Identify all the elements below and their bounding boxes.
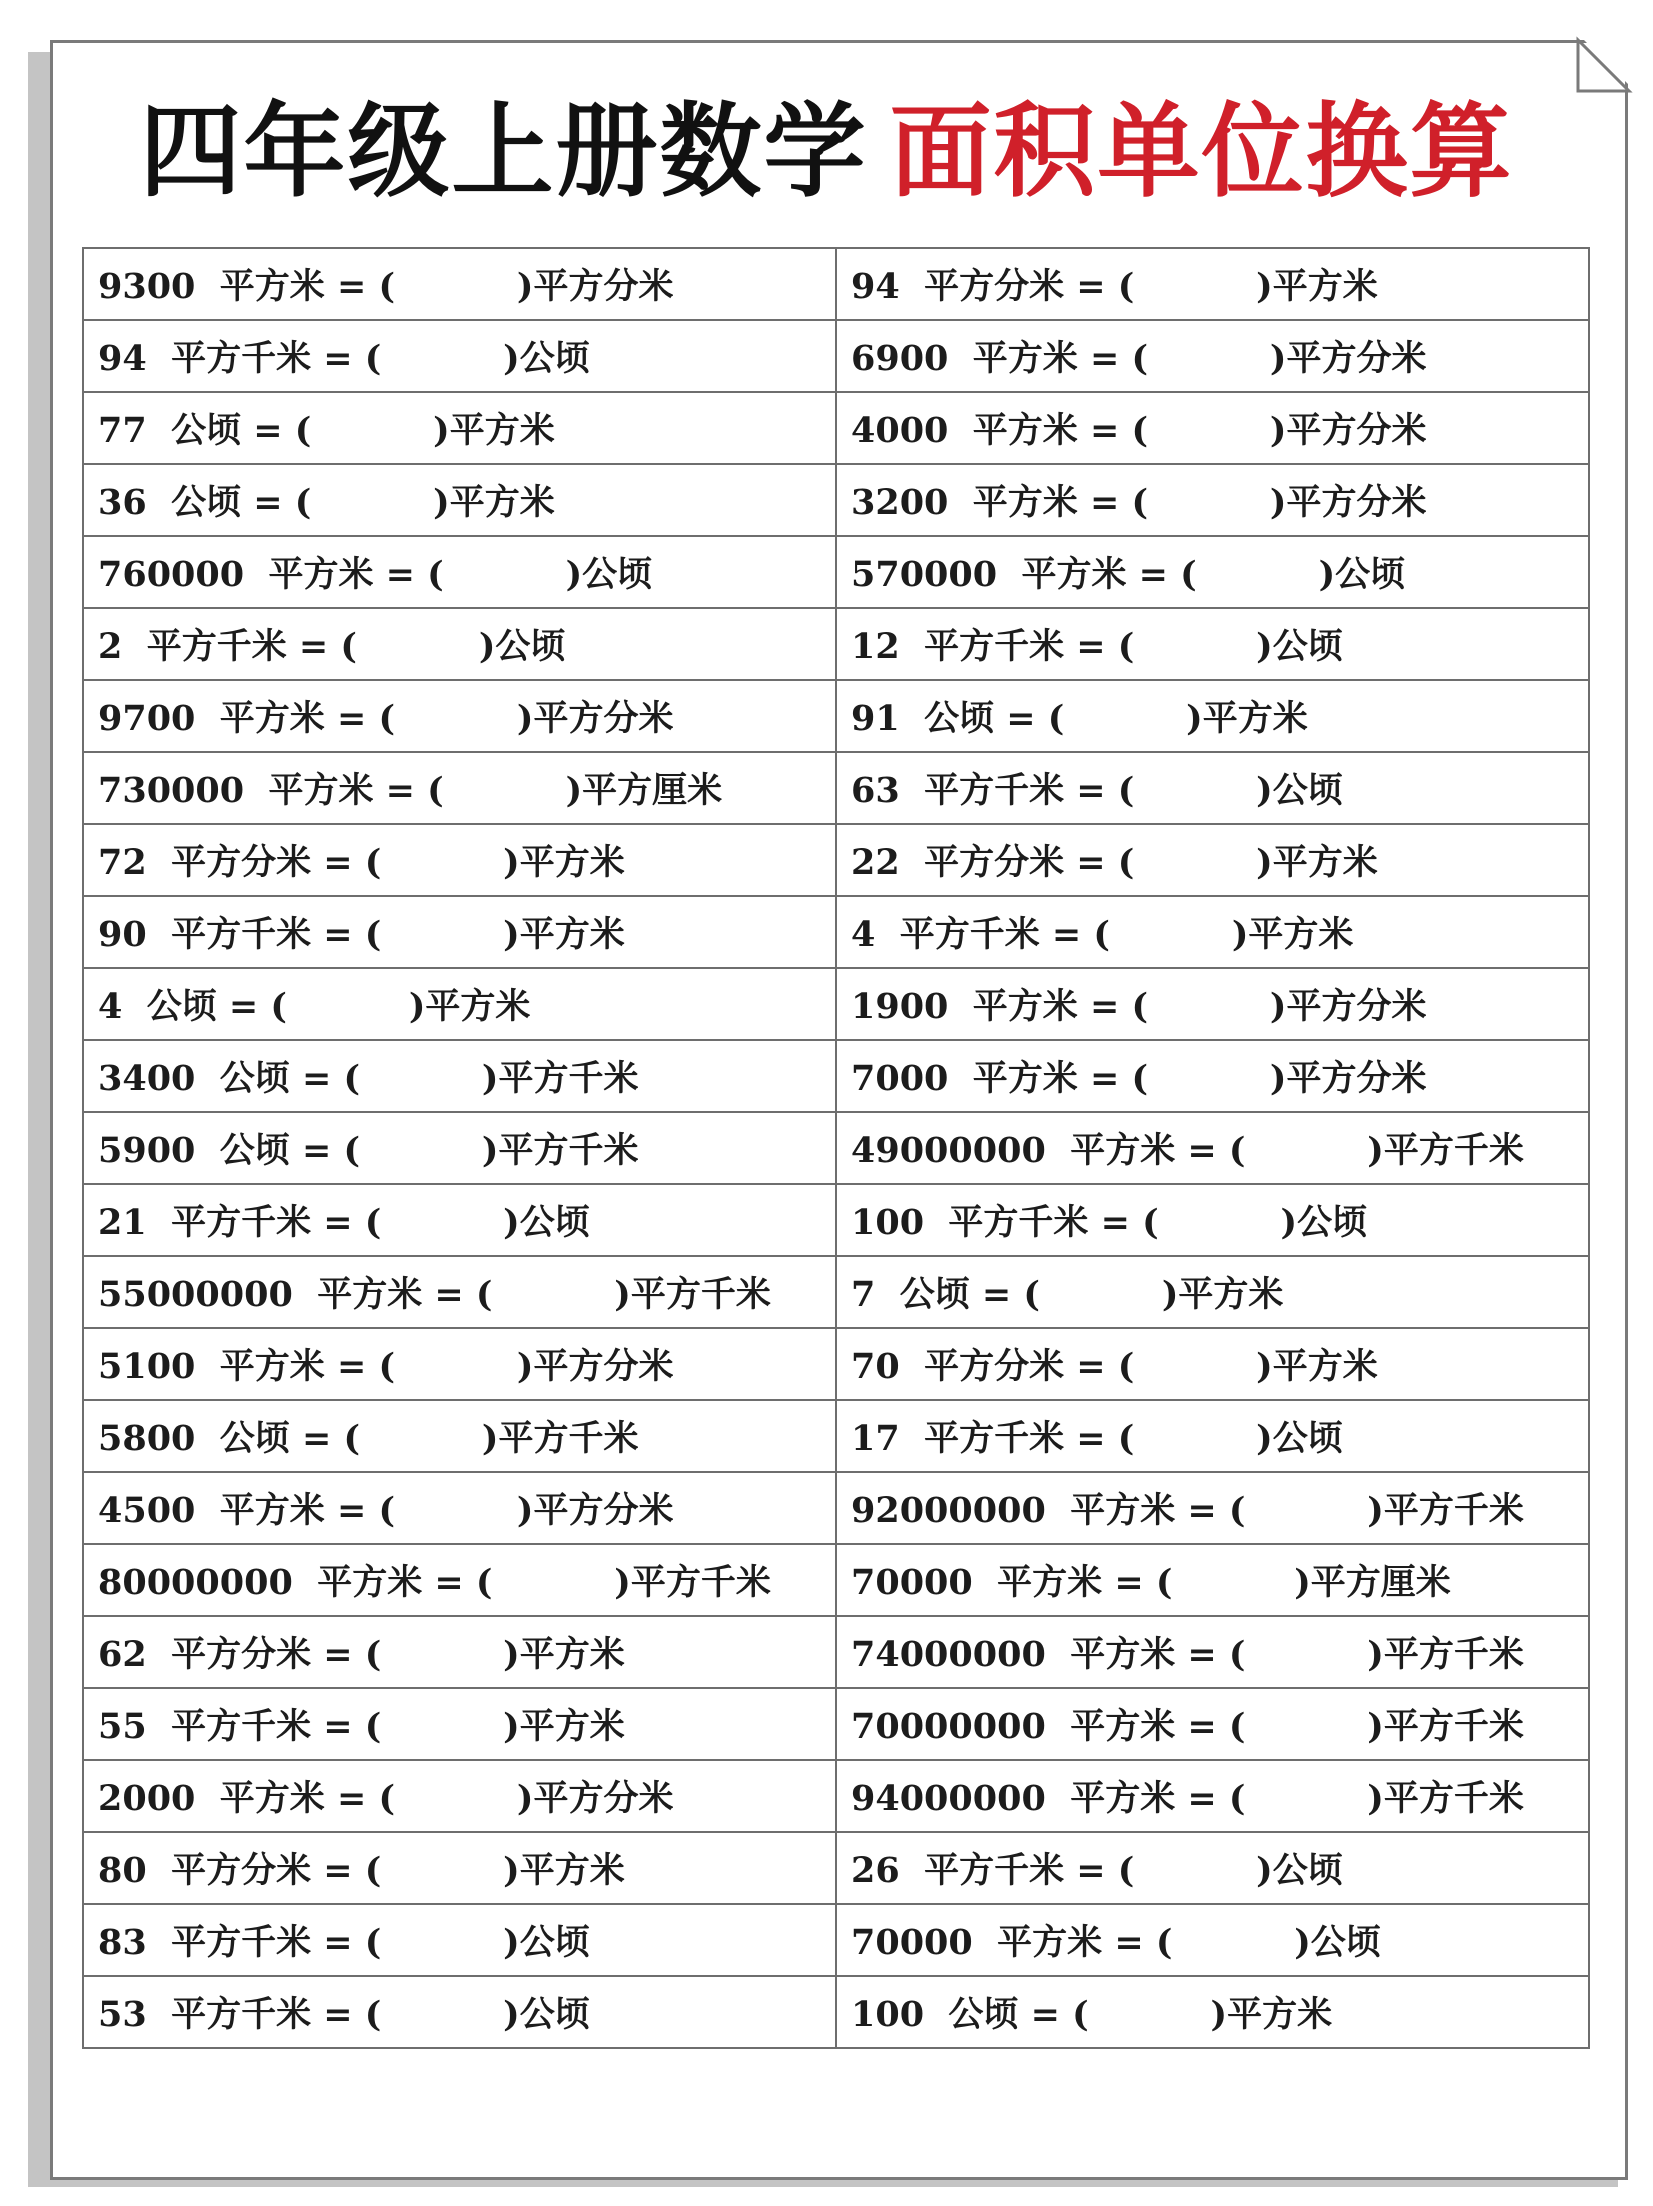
exercise-right: 1900 平方米 = ( )平方分米 (836, 968, 1589, 1040)
title-topic-part: 面积单位换算 (889, 93, 1514, 212)
exercise-right: 7000 平方米 = ( )平方分米 (836, 1040, 1589, 1112)
exercise-left: 94 平方千米 = ( )公顷 (83, 320, 836, 392)
table-row (83, 1760, 1589, 1832)
exercise-left: 83 平方千米 = ( )公顷 (83, 1904, 836, 1976)
exercise-left: 3400 公顷 = ( )平方千米 (83, 1040, 836, 1112)
exercise-right: 12 平方千米 = ( )公顷 (836, 608, 1589, 680)
table-row (83, 1616, 1589, 1688)
table-row (83, 1400, 1589, 1472)
table-row (83, 1976, 1589, 2048)
table-row (83, 1256, 1589, 1328)
table-row (83, 1688, 1589, 1760)
table-row (83, 320, 1589, 392)
exercise-right: 26 平方千米 = ( )公顷 (836, 1832, 1589, 1904)
title-grade-part: 四年级上册数学 (139, 93, 868, 212)
exercise-left: 77 公顷 = ( )平方米 (83, 392, 836, 464)
table-row (83, 1832, 1589, 1904)
exercise-right: 94000000 平方米 = ( )平方千米 (836, 1760, 1589, 1832)
exercise-left: 760000 平方米 = ( )公顷 (83, 536, 836, 608)
exercise-left: 5900 公顷 = ( )平方千米 (83, 1112, 836, 1184)
exercise-right: 49000000 平方米 = ( )平方千米 (836, 1112, 1589, 1184)
table-row (83, 968, 1589, 1040)
page-title (0, 88, 1653, 218)
table-row (83, 1328, 1589, 1400)
exercise-left: 5100 平方米 = ( )平方分米 (83, 1328, 836, 1400)
exercise-right: 4000 平方米 = ( )平方分米 (836, 392, 1589, 464)
exercise-left: 2000 平方米 = ( )平方分米 (83, 1760, 836, 1832)
exercise-left: 55000000 平方米 = ( )平方千米 (83, 1256, 836, 1328)
exercise-left: 21 平方千米 = ( )公顷 (83, 1184, 836, 1256)
exercise-left: 9700 平方米 = ( )平方分米 (83, 680, 836, 752)
exercise-left: 72 平方分米 = ( )平方米 (83, 824, 836, 896)
table-row (83, 1112, 1589, 1184)
exercise-right: 70000 平方米 = ( )公顷 (836, 1904, 1589, 1976)
folded-corner-icon (1578, 37, 1632, 91)
exercise-right: 70000000 平方米 = ( )平方千米 (836, 1688, 1589, 1760)
table-row (83, 824, 1589, 896)
table-row (83, 1544, 1589, 1616)
exercise-left: 53 平方千米 = ( )公顷 (83, 1976, 836, 2048)
exercise-left: 5800 公顷 = ( )平方千米 (83, 1400, 836, 1472)
exercise-left: 2 平方千米 = ( )公顷 (83, 608, 836, 680)
exercise-right: 3200 平方米 = ( )平方分米 (836, 464, 1589, 536)
table-row (83, 608, 1589, 680)
exercise-left: 9300 平方米 = ( )平方分米 (83, 248, 836, 320)
table-row (83, 464, 1589, 536)
exercise-right: 22 平方分米 = ( )平方米 (836, 824, 1589, 896)
exercise-left: 4 公顷 = ( )平方米 (83, 968, 836, 1040)
table-row (83, 392, 1589, 464)
table-row (83, 1040, 1589, 1112)
exercise-right: 74000000 平方米 = ( )平方千米 (836, 1616, 1589, 1688)
table-row (83, 1904, 1589, 1976)
exercise-right: 570000 平方米 = ( )公顷 (836, 536, 1589, 608)
table-row (83, 1184, 1589, 1256)
exercise-right: 70 平方分米 = ( )平方米 (836, 1328, 1589, 1400)
exercise-right: 94 平方分米 = ( )平方米 (836, 248, 1589, 320)
exercise-right: 4 平方千米 = ( )平方米 (836, 896, 1589, 968)
table-row (83, 896, 1589, 968)
exercise-left: 80 平方分米 = ( )平方米 (83, 1832, 836, 1904)
exercise-table (82, 247, 1590, 2049)
table-row (83, 680, 1589, 752)
exercise-left: 55 平方千米 = ( )平方米 (83, 1688, 836, 1760)
exercise-left: 80000000 平方米 = ( )平方千米 (83, 1544, 836, 1616)
exercise-left: 4500 平方米 = ( )平方分米 (83, 1472, 836, 1544)
exercise-right: 92000000 平方米 = ( )平方千米 (836, 1472, 1589, 1544)
table-row (83, 752, 1589, 824)
exercise-left: 730000 平方米 = ( )平方厘米 (83, 752, 836, 824)
exercise-right: 100 平方千米 = ( )公顷 (836, 1184, 1589, 1256)
table-row (83, 1472, 1589, 1544)
exercise-right: 6900 平方米 = ( )平方分米 (836, 320, 1589, 392)
exercise-left: 90 平方千米 = ( )平方米 (83, 896, 836, 968)
exercise-right: 100 公顷 = ( )平方米 (836, 1976, 1589, 2048)
exercise-left: 36 公顷 = ( )平方米 (83, 464, 836, 536)
exercise-right: 63 平方千米 = ( )公顷 (836, 752, 1589, 824)
exercise-right: 7 公顷 = ( )平方米 (836, 1256, 1589, 1328)
table-row (83, 248, 1589, 320)
exercise-right: 91 公顷 = ( )平方米 (836, 680, 1589, 752)
exercise-right: 17 平方千米 = ( )公顷 (836, 1400, 1589, 1472)
exercise-left: 62 平方分米 = ( )平方米 (83, 1616, 836, 1688)
table-row (83, 536, 1589, 608)
exercise-right: 70000 平方米 = ( )平方厘米 (836, 1544, 1589, 1616)
